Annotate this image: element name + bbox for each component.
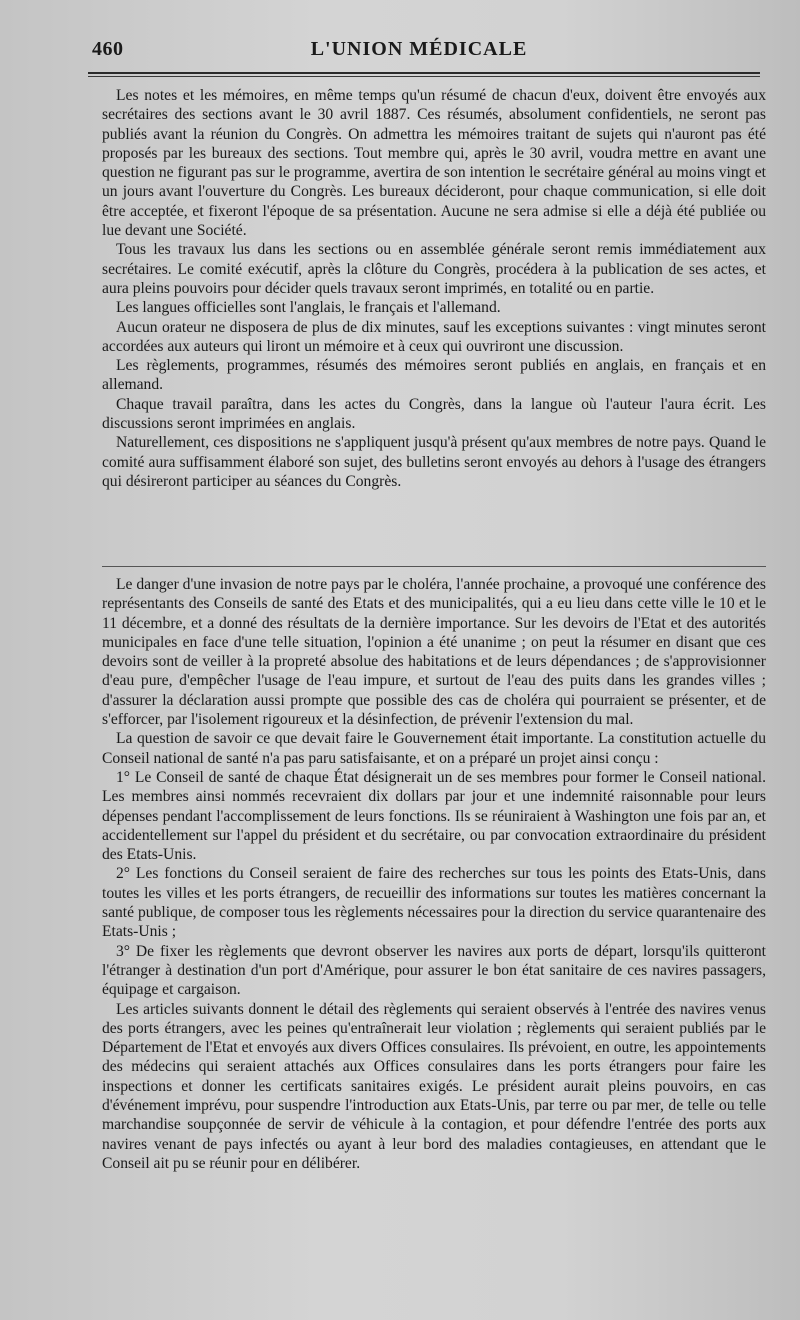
header-rule <box>88 72 760 74</box>
page-header <box>80 30 758 70</box>
paragraph: La question de savoir ce que devait faire le Gouvernement était importante. La constitution actuelle du Conseil national de santé n'a pas paru satisfaisante, et on a préparé un projet ainsi conçu : <box>102 730 766 767</box>
paragraph: Chaque travail paraîtra, dans les actes du Congrès, dans la langue où l'auteur l'aura écrit. Les discussions seront imprimées en anglais. <box>102 395 766 433</box>
paragraph: Aucun orateur ne disposera de plus de dix minutes, sauf les exceptions suivantes : vingt minutes seront accordées aux auteurs qui liront un mémoire et à ceux qui ouvriront une discussion. <box>102 318 766 355</box>
running-head: L'UNION MÉDICALE <box>310 38 528 60</box>
cholera-section <box>102 575 766 1173</box>
paragraph: Les articles suivants donnent le détail des règlements qui seraient observés à l'entrée des navires venus des ports étrangers, avec les peines qu'entraînerait leur violation ; règlements qui seraient publiés par le Département de l'Etat et envoyés aux divers Offices consulaires. Ils prévoient, en outre, les appointements des médecins qui seraient attachés aux Offices consulaires dans les ports étrangers pour faire les inspections et donner les certificats sanitaires exigés. Le président aurait pleins pouvoirs, en cas d'événement imprévu, pour suspendre l'introduction aux Etats-Unis, par terre ou par mer, de telle ou telle marchandise soupçonnée de servir de véhicule à la contagion, et pour défendre l'entrée des ports aux navires venant de pays infectés ou ayant à leur bord des maladies contagieuses, en attendant que le Conseil ait pu se réunir pour en délibérer. <box>102 1000 766 1172</box>
paragraph: Naturellement, ces dispositions ne s'appliquent jusqu'à présent qu'aux membres de notre pays. Quand le comité aura suffisamment élaboré son sujet, des bulletins seront envoyés au dehors à l'usage des étrangers qui désireront participer au séances du Congrès. <box>102 434 766 490</box>
header-rule-thin <box>88 76 760 77</box>
congress-rules-section <box>102 86 766 491</box>
paragraph: Les langues officielles sont l'anglais, le français et l'allemand. <box>116 299 501 317</box>
section-separator <box>102 566 766 567</box>
page-number: 460 <box>92 38 124 60</box>
paragraph: 1° Le Conseil de santé de chaque État désignerait un de ses membres pour former le Conseil national. Les membres ainsi nommés recevraient dix dollars par jour et une indemnité raisonnable pour leurs dépenses pendant l'accomplissement de leurs fonctions. Ils se réuniraient à Washington une fois par an, et accidentellement sur l'appel du président et du secrétaire, ou par convocation extraordinaire du président des Etats-Unis. <box>102 768 766 864</box>
paragraph: 3° De fixer les règlements que devront observer les navires aux ports de départ, lorsqu'ils quitteront l'étranger à destination d'un port d'Amérique, pour assurer le bon état sanitaire de ces navires passagers, équipage et cargaison. <box>102 942 766 999</box>
paragraph: Les règlements, programmes, résumés des mémoires seront publiés en anglais, en français et en allemand. <box>102 357 766 394</box>
paragraph: 2° Les fonctions du Conseil seraient de faire des recherches sur tous les points des Etats-Unis, dans toutes les villes et les ports étrangers, de recueillir des informations sur toutes les matières concernant la santé publique, de composer tous les règlements nécessaires pour la direction du service quarantenaire des Etats-Unis ; <box>102 865 766 941</box>
paragraph: Tous les travaux lus dans les sections ou en assemblée générale seront remis immédiatement aux secrétaires. Le comité exécutif, après la clôture du Congrès, procédera à la publication de ses actes, et aura pleins pouvoirs pour décider quels travaux seront imprimés, en totalité ou en partie. <box>102 241 766 297</box>
paragraph: Les notes et les mémoires, en même temps qu'un résumé de chacun d'eux, doivent être envoyés aux secrétaires des sections avant le 30 avril 1887. Ces résumés, absolument confidentiels, ne seront pas publiés avant la réunion du Congrès. On admettra les mémoires traitant de sujets qui n'auront pas été proposés par les bureaux des sections. Tout membre qui, après le 30 avril, voudra mettre en avant une question ne figurant pas sur le programme, avertira de son intention le secrétaire général au moins vingt et un jours avant l'ouverture du Congrès. Les bureaux décideront, pour chaque communication, si elle doit être acceptée, et fixeront l'époque de sa présentation. Aucune ne sera admise si elle a déjà été publiée ou lue devant une Société. <box>102 87 766 240</box>
paragraph: Le danger d'une invasion de notre pays par le choléra, l'année prochaine, a provoqué une conférence des représentants des Conseils de santé des Etats et des municipalités, qui a eu lieu dans cette ville le 10 et le 11 décembre, et a donné des résultats de la dernière importance. Sur les devoirs de l'Etat et des autorités municipales en face d'une telle situation, l'opinion a été unanime ; on peut la résumer en disant que ces devoirs sont de veiller à la propreté absolue des habitations et de leurs dépendances ; de s'approvisionner d'eau pure, d'empêcher l'usage de l'eau impure, et surtout de l'eau des puits dans les grandes villes ; d'assurer la déclaration aussi prompte que possible des cas de choléra qui pourraient se présenter, et de s'efforcer, par l'isolement rigoureux et la désinfection, de prévenir l'extension du mal. <box>102 576 766 729</box>
